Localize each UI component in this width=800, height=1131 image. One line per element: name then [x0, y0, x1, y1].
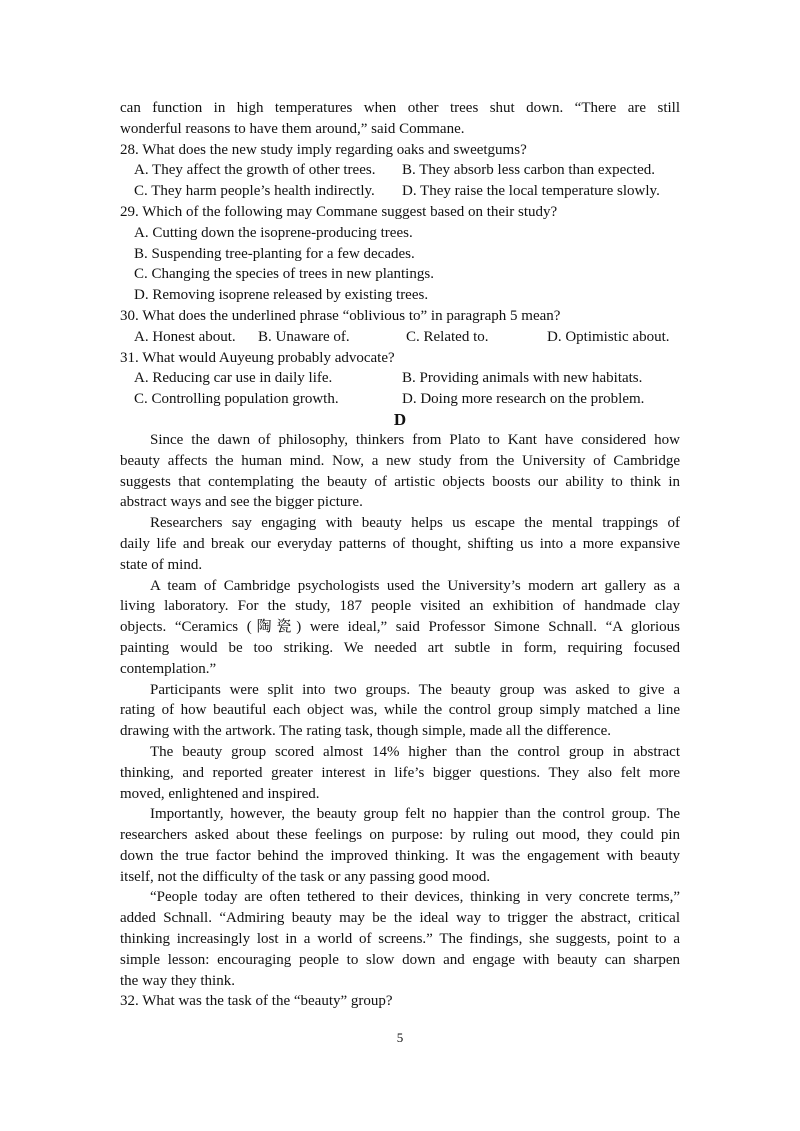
text-line: simple lesson: encouraging people to slow down and engage with beauty can sharpen	[120, 951, 680, 968]
text-line: living laboratory. For the study, 187 people visited an exhibition of handmade clay	[120, 598, 680, 615]
options-grid	[120, 327, 680, 348]
question-stem: 29. Which of the following may Commane suggest based on their study?	[120, 203, 558, 220]
text-line: objects. “Ceramics (陶瓷) were ideal,” said Professor Simone Schnall. “A glorious	[120, 619, 680, 636]
text-line: the way they think.	[120, 972, 235, 989]
answer-option: B. Unaware of.	[258, 328, 350, 345]
passage-paragraph	[120, 887, 680, 991]
passage-paragraph	[120, 430, 680, 513]
section-d-passage	[120, 430, 680, 992]
answer-option: D. Removing isoprene released by existing trees.	[134, 287, 429, 304]
text-line: Researchers say engaging with beauty helps us escape the mental trappings of	[150, 515, 680, 532]
text-line: itself, not the difficulty of the task or any passing good mood.	[120, 868, 491, 885]
answer-option: A. Cutting down the isoprene-producing trees.	[134, 224, 413, 241]
question-stem: 28. What does the new study imply regarding oaks and sweetgums?	[120, 141, 527, 158]
text-line: contemplation.”	[120, 660, 217, 677]
options-grid	[120, 160, 680, 202]
text-line: researchers asked about these feelings on purpose: by ruling out mood, they could pin	[120, 827, 680, 844]
questions-section-c	[120, 140, 680, 410]
answer-option: C. They harm people’s health indirectly.	[134, 183, 375, 200]
text-line: down the true factor behind the improved thinking. It was the engagement with beauty	[120, 847, 680, 864]
answer-option: D. They raise the local temperature slowly.	[402, 183, 660, 200]
passage-paragraph	[120, 742, 680, 804]
section-heading: D	[393, 409, 407, 429]
text-line: state of mind.	[120, 556, 203, 573]
text-line: thinking increasingly lost in a world of screens.” The findings, she suggests, point to a	[120, 931, 680, 948]
continuation-paragraph	[120, 98, 680, 140]
text-line: rating of how beautiful each object was, while the control group simply matched a line	[120, 702, 680, 719]
text-line: abstract ways and see the bigger picture.	[120, 494, 363, 511]
page-number: 5	[396, 1030, 404, 1045]
text-line: suggests that contemplating the beauty of artistic objects boosts our ability to think in	[120, 473, 680, 490]
question-stem: 31. What would Auyeung probably advocate?	[120, 349, 395, 366]
text-line: painting would be too striking. We needed art subtle in form, requiring focused	[120, 639, 680, 656]
passage-paragraph	[120, 576, 680, 680]
text-line: beauty affects the human mind. Now, a new study from the University of Cambridge	[120, 452, 680, 469]
answer-option: A. Honest about.	[134, 328, 236, 345]
text-line: The beauty group scored almost 14% higher than the control group in abstract	[150, 743, 680, 760]
answer-option: B. Providing animals with new habitats.	[402, 370, 643, 387]
answer-option: D. Doing more research on the problem.	[402, 391, 645, 408]
question-stem: 30. What does the underlined phrase “oblivious to” in paragraph 5 mean?	[120, 307, 561, 324]
question-stem: 32. What was the task of the “beauty” group?	[120, 993, 393, 1010]
text-line: moved, enlightened and inspired.	[120, 785, 320, 802]
text-line: Importantly, however, the beauty group felt no happier than the control group. The	[150, 806, 680, 823]
answer-option: C. Changing the species of trees in new plantings.	[134, 266, 434, 283]
answer-option: B. They absorb less carbon than expected.	[402, 162, 655, 179]
answer-option: D. Optimistic about.	[547, 328, 670, 345]
text-line: A team of Cambridge psychologists used the University’s modern art gallery as a	[150, 577, 680, 594]
answer-option: C. Controlling population growth.	[134, 391, 339, 408]
options-grid	[120, 368, 680, 410]
text-line: Since the dawn of philosophy, thinkers from Plato to Kant have considered how	[150, 431, 680, 448]
answer-option: A. Reducing car use in daily life.	[134, 370, 333, 387]
answer-option: A. They affect the growth of other trees.	[134, 162, 376, 179]
passage-paragraph	[120, 680, 680, 742]
text-line: Participants were split into two groups. The beauty group was asked to give a	[150, 681, 680, 698]
text-line: wonderful reasons to have them around,” said Commane.	[120, 120, 465, 137]
passage-paragraph	[120, 513, 680, 575]
text-line: can function in high temperatures when other trees shut down. “There are still	[120, 100, 680, 116]
text-line: thinking, and reported greater interest in life’s bigger questions. They also felt more	[120, 764, 680, 781]
content-block	[120, 98, 680, 1012]
passage-paragraph	[120, 804, 680, 887]
text-line: added Schnall. “Admiring beauty may be the ideal way to trigger the abstract, critical	[120, 910, 680, 927]
text-line: “People today are often tethered to their devices, thinking in very concrete terms,”	[150, 889, 680, 906]
answer-option: C. Related to.	[406, 328, 489, 345]
answer-option: B. Suspending tree-planting for a few decades.	[134, 245, 415, 262]
text-line: drawing with the artwork. The rating task, though simple, made all the difference.	[120, 723, 611, 740]
text-line: daily life and break our everyday patterns of thought, shifting us into a more expansive	[120, 535, 680, 552]
